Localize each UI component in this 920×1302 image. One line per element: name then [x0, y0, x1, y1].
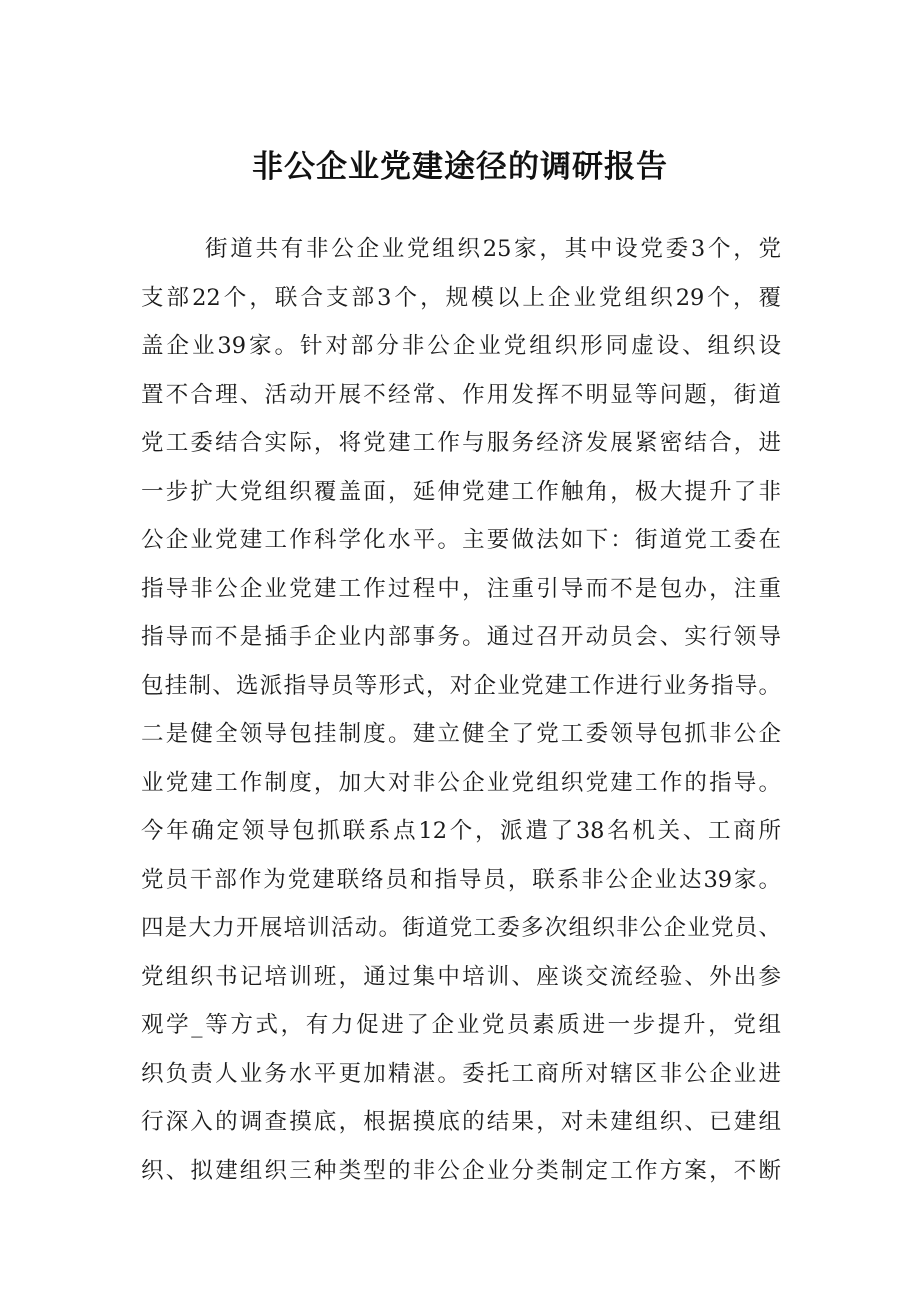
body-line: 党工委结合实际，将党建工作与服务经济发展紧密结合，进: [141, 430, 781, 456]
body-line: 织、拟建组织三种类型的非公企业分类制定工作方案，不断: [141, 1157, 781, 1184]
body-line: 盖企业39家。针对部分非公企业党组织形同虚设、组织设: [141, 333, 781, 359]
body-line: 四是大力开展培训活动。街道党工委多次组织非公企业党员、: [141, 915, 781, 941]
document-body: [141, 225, 781, 1195]
body-line: 党组织书记培训班，通过集中培训、座谈交流经验、外出参: [141, 963, 781, 990]
body-line: 支部22个，联合支部3个，规模以上企业党组织29个，覆: [141, 284, 781, 311]
body-line: 包挂制、选派指导员等形式，对企业党建工作进行业务指导。: [141, 672, 781, 699]
body-line: 指导而不是插手企业内部事务。通过召开动员会、实行领导: [141, 624, 781, 650]
body-line: 观学_等方式，有力促进了企业党员素质进一步提升，党组: [141, 1012, 781, 1038]
body-line: 公企业党建工作科学化水平。主要做法如下：街道党工委在: [141, 527, 781, 553]
body-line: 指导非公企业党建工作过程中，注重引导而不是包办，注重: [141, 575, 781, 602]
body-line: 行深入的调查摸底，根据摸底的结果，对未建组织、已建组: [141, 1109, 781, 1135]
body-line: 一步扩大党组织覆盖面，延伸党建工作触角，极大提升了非: [141, 478, 781, 505]
body-line: 置不合理、活动开展不经常、作用发挥不明显等问题，街道: [141, 381, 781, 408]
document-title: 非公企业党建途径的调研报告: [252, 149, 668, 185]
body-line: 织负责人业务水平更加精湛。委托工商所对辖区非公企业进: [141, 1060, 781, 1087]
body-line: 街道共有非公企业党组织25家，其中设党委3个，党: [205, 236, 781, 262]
body-line: 党员干部作为党建联络员和指导员，联系非公企业达39家。: [141, 866, 781, 893]
body-line: 业党建工作制度，加大对非公企业党组织党建工作的指导。: [141, 769, 781, 796]
body-line: 今年确定领导包抓联系点12个，派遣了38名机关、工商所: [141, 818, 781, 844]
body-line: 二是健全领导包挂制度。建立健全了党工委领导包抓非公企: [141, 721, 781, 747]
